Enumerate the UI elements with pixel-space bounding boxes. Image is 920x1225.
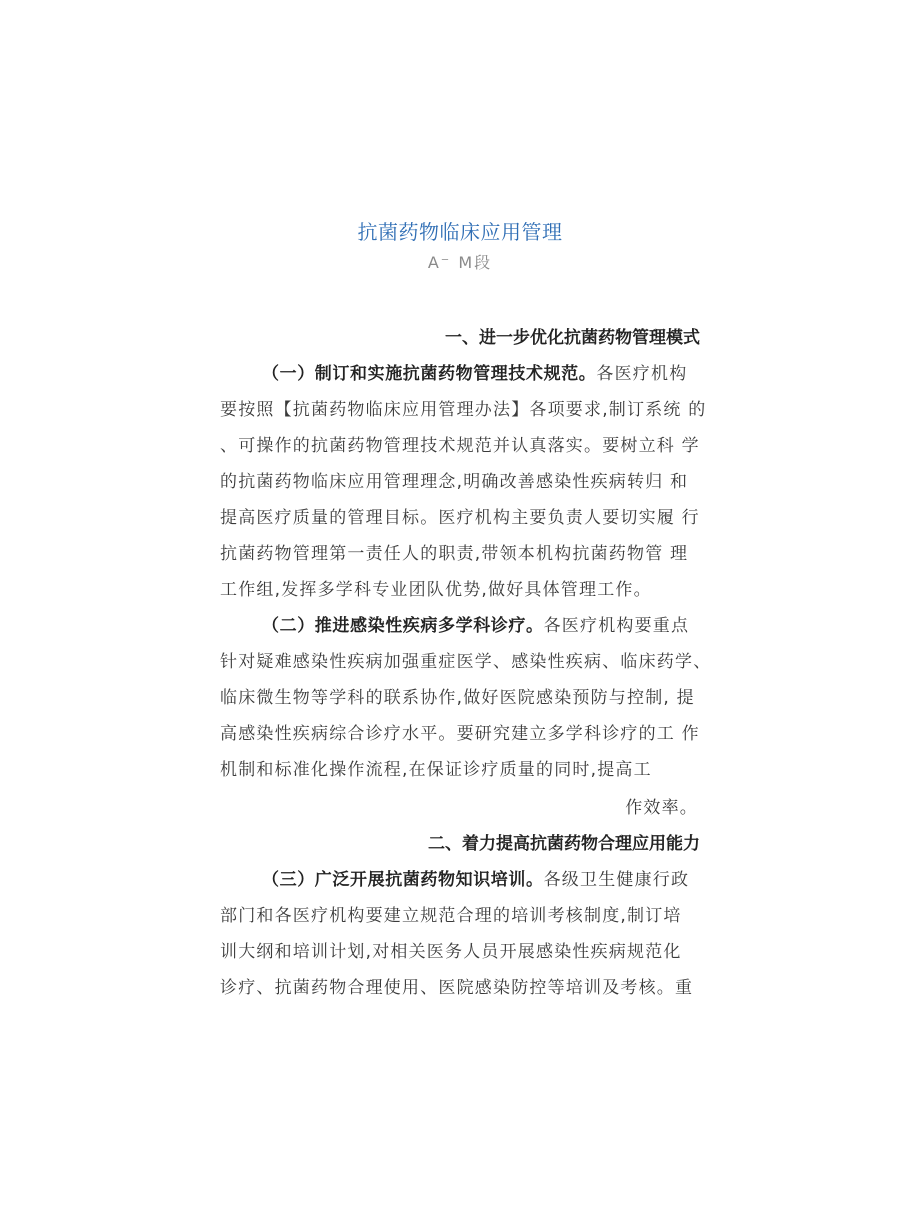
paragraph-2-line-1: [262, 614, 710, 638]
paragraph-2-line-5: 机制和标准化操作流程,在保证诊疗质量的同时,提高工: [220, 760, 652, 780]
paragraph-1-line-1: [262, 362, 710, 386]
paragraph-1-line-5: 提高医疗质量的管理目标。医疗机构主要负责人要切实履 行: [220, 508, 700, 528]
paragraph-2-line-2: 针对疑难感染性疾病加强重症医学、感染性疾病、临床药学、: [220, 652, 712, 672]
document-subtitle: A⁻ M段: [427, 253, 493, 272]
paragraph-3-line-1: [262, 868, 710, 892]
paragraph-1-line-6: 抗菌药物管理第一责任人的职责,带领本机构抗菌药物管 理: [220, 544, 689, 564]
paragraph-3-text: 各级卫生健康行政: [543, 870, 690, 890]
paragraph-2-line-6: 作效率。: [625, 798, 698, 818]
paragraph-2-line-3: 临床微生物等学科的联系协作,做好医院感染预防与控制, 提: [220, 688, 695, 708]
section-heading-2: 二、着力提高抗菌药物合理应用能力: [428, 834, 700, 854]
paragraph-1-line-2: 要按照【抗菌药物临床应用管理办法】各项要求,制订系统 的: [220, 400, 707, 420]
section-heading-1: 一、进一步优化抗菌药物管理模式: [445, 328, 700, 348]
paragraph-2-lead: （二）推进感染性疾病多学科诊疗。: [262, 616, 544, 636]
paragraph-3-line-4: 诊疗、抗菌药物合理使用、医院感染防控等培训及考核。重: [220, 978, 694, 998]
paragraph-1-lead: （一）制订和实施抗菌药物管理技术规范。: [262, 364, 597, 384]
paragraph-3-lead: （三）广泛开展抗菌药物知识培训。: [262, 870, 544, 890]
paragraph-2-line-4: 高感染性疾病综合诊疗水平。要研究建立多学科诊疗的工 作: [220, 724, 700, 744]
paragraph-1-line-4: 的抗菌药物临床应用管理理念,明确改善感染性疾病转归 和: [220, 472, 689, 492]
paragraph-3-line-3: 训大纲和培训计划,对相关医务人员开展感染性疾病规范化: [220, 942, 682, 962]
paragraph-1-text: 各医疗机构: [596, 364, 688, 384]
paragraph-2-text: 各医疗机构要重点: [543, 616, 690, 636]
paragraph-1-line-3: 、可操作的抗菌药物管理技术规范并认真落实。要树立科 学: [220, 436, 700, 456]
document-title: 抗菌药物临床应用管理: [357, 220, 563, 244]
paragraph-3-line-2: 部门和各医疗机构要建立规范合理的培训考核制度,制订培: [220, 906, 682, 926]
paragraph-1-line-7: 工作组,发挥多学科专业团队优势,做好具体管理工作。: [220, 580, 652, 600]
